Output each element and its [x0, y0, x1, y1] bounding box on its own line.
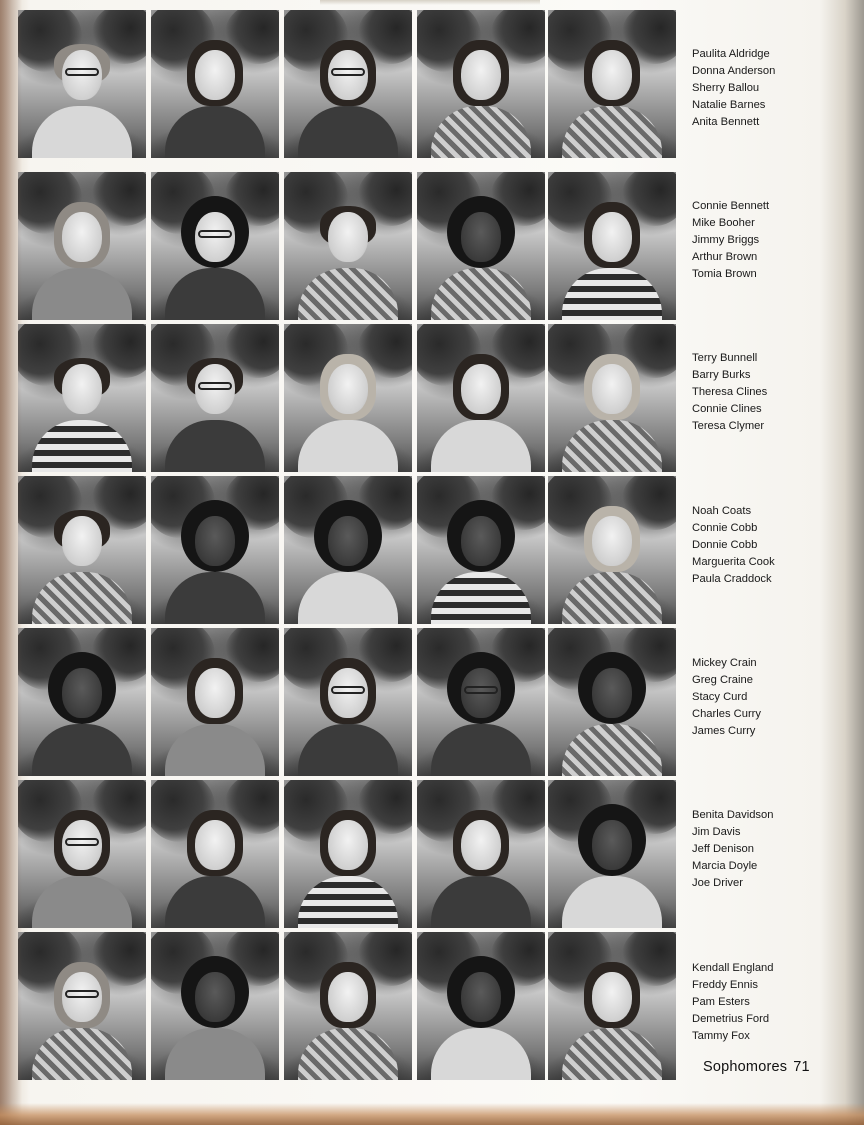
name-list — [692, 960, 842, 1045]
portrait-photo — [151, 780, 279, 928]
portrait-row — [18, 932, 680, 1080]
portrait-photo — [18, 780, 146, 928]
student-name: Stacy Curd — [692, 691, 748, 703]
student-name: Joe Driver — [692, 877, 743, 889]
portrait-row — [18, 10, 680, 158]
portrait-photo — [151, 932, 279, 1080]
portrait-row — [18, 172, 680, 320]
student-name: James Curry — [692, 725, 756, 737]
portrait-row — [18, 628, 680, 776]
student-name: Freddy Ennis — [692, 979, 758, 991]
name-list — [692, 503, 842, 588]
portrait-photo — [548, 324, 676, 472]
portrait-photo — [18, 10, 146, 158]
binding-shadow — [0, 0, 22, 1125]
portrait-photo — [417, 324, 545, 472]
student-name: Greg Craine — [692, 674, 753, 686]
portrait-grid — [18, 10, 680, 1082]
student-name: Tomia Brown — [692, 268, 757, 280]
student-name: Paula Craddock — [692, 573, 772, 585]
student-name: Connie Clines — [692, 403, 762, 415]
student-name: Arthur Brown — [692, 251, 758, 263]
student-name: Jim Davis — [692, 826, 741, 838]
student-name: Donnie Cobb — [692, 539, 758, 551]
portrait-photo — [151, 476, 279, 624]
student-name: Demetrius Ford — [692, 1013, 770, 1025]
student-name: Theresa Clines — [692, 386, 768, 398]
portrait-photo — [417, 932, 545, 1080]
student-name: Tammy Fox — [692, 1030, 750, 1042]
name-list — [692, 655, 842, 740]
student-name: Charles Curry — [692, 708, 762, 720]
page-number: 71 — [793, 1059, 810, 1075]
portrait-photo — [284, 172, 412, 320]
portrait-photo — [284, 780, 412, 928]
portrait-photo — [417, 172, 545, 320]
student-name: Sherry Ballou — [692, 82, 760, 94]
student-name: Donna Anderson — [692, 65, 776, 77]
portrait-photo — [18, 628, 146, 776]
student-name: Teresa Clymer — [692, 420, 765, 432]
portrait-photo — [151, 324, 279, 472]
student-name: Marcia Doyle — [692, 860, 758, 872]
student-name: Barry Burks — [692, 369, 751, 381]
student-name: Anita Bennett — [692, 116, 760, 128]
student-name: Jeff Denison — [692, 843, 754, 855]
student-name: Natalie Barnes — [692, 99, 766, 111]
page-edge-tear — [320, 0, 540, 5]
portrait-photo — [151, 628, 279, 776]
portrait-photo — [18, 476, 146, 624]
section-title: Sophomores — [703, 1059, 788, 1075]
student-name: Noah Coats — [692, 505, 752, 517]
student-name: Kendall England — [692, 962, 774, 974]
portrait-photo — [151, 10, 279, 158]
portrait-photo — [284, 10, 412, 158]
portrait-photo — [151, 172, 279, 320]
name-list — [692, 350, 842, 435]
portrait-photo — [548, 932, 676, 1080]
student-name: Mickey Crain — [692, 657, 757, 669]
portrait-photo — [548, 476, 676, 624]
name-list — [692, 46, 842, 131]
portrait-photo — [548, 10, 676, 158]
portrait-photo — [417, 476, 545, 624]
student-name: Terry Bunnell — [692, 352, 758, 364]
portrait-photo — [417, 780, 545, 928]
student-name: Paulita Aldridge — [692, 48, 770, 60]
student-name: Connie Bennett — [692, 200, 770, 212]
portrait-photo — [284, 932, 412, 1080]
portrait-row — [18, 324, 680, 472]
portrait-photo — [284, 476, 412, 624]
portrait-photo — [18, 172, 146, 320]
page-bottom-edge — [0, 1103, 864, 1125]
portrait-photo — [18, 324, 146, 472]
portrait-photo — [548, 780, 676, 928]
portrait-photo — [417, 10, 545, 158]
portrait-photo — [548, 628, 676, 776]
portrait-photo — [548, 172, 676, 320]
student-name: Jimmy Briggs — [692, 234, 760, 246]
student-name: Marguerita Cook — [692, 556, 775, 568]
portrait-photo — [284, 628, 412, 776]
student-name: Mike Booher — [692, 217, 755, 229]
name-list — [692, 807, 842, 892]
portrait-row — [18, 476, 680, 624]
portrait-row — [18, 780, 680, 928]
page-footer — [703, 1059, 810, 1075]
portrait-photo — [18, 932, 146, 1080]
student-name: Pam Esters — [692, 996, 750, 1008]
student-name: Connie Cobb — [692, 522, 758, 534]
portrait-photo — [417, 628, 545, 776]
name-list — [692, 198, 842, 283]
portrait-photo — [284, 324, 412, 472]
student-name: Benita Davidson — [692, 809, 774, 821]
